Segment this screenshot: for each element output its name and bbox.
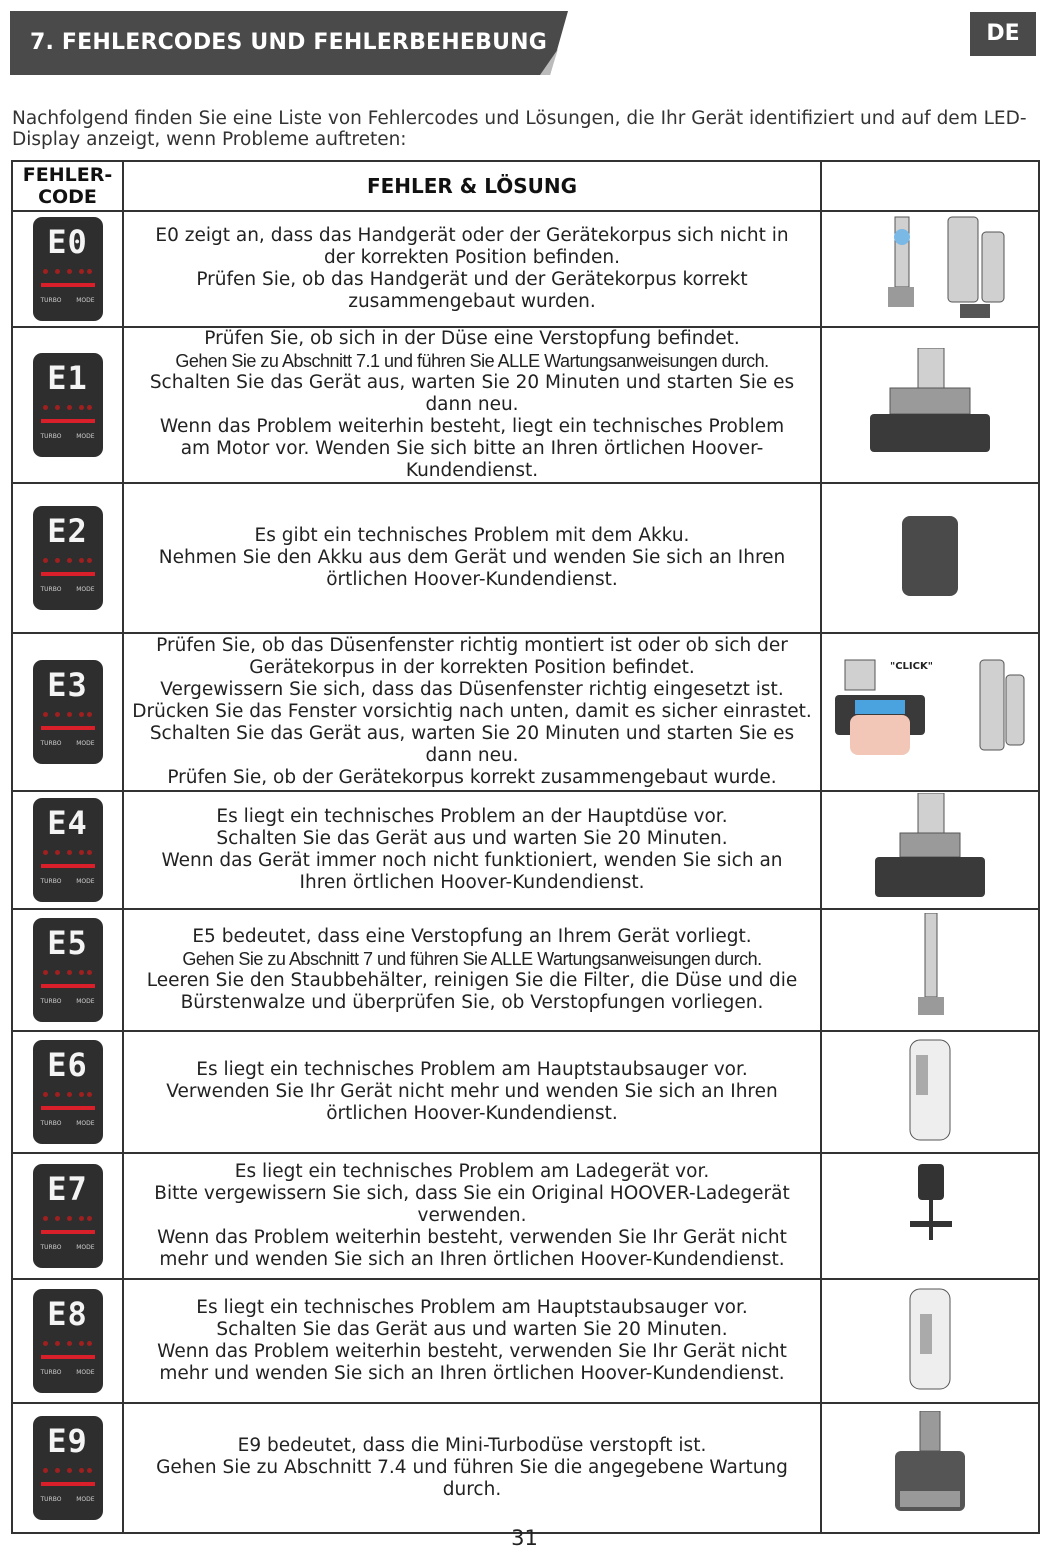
description-line: Es liegt ein technisches Problem am Hauptstaubsauger vor. (196, 1297, 748, 1318)
mode-button-label: MODE (76, 1369, 95, 1376)
error-code: E3 (47, 666, 88, 704)
indicator-dot (67, 850, 72, 855)
column-header-image (821, 161, 1039, 211)
error-code: E1 (47, 359, 88, 397)
table-header-row (12, 161, 1039, 211)
appliance-illustration (830, 793, 1030, 903)
error-code: E7 (47, 1170, 88, 1208)
indicator-dot (67, 1216, 72, 1221)
indicator-dot (55, 1092, 60, 1097)
mode-button-label: MODE (76, 297, 95, 304)
error-code-cell (12, 1279, 123, 1403)
language-badge: DE (970, 12, 1036, 56)
description-line: Vergewissern Sie sich, dass das Düsenfenster richtig eingesetzt ist. (160, 679, 784, 700)
led-display (33, 1416, 103, 1520)
error-description (123, 1153, 821, 1279)
description-line: durch. (442, 1479, 502, 1500)
description-line: Prüfen Sie, ob das Düsenfenster richtig montiert ist oder ob sich der (156, 635, 788, 656)
description-line: Prüfen Sie, ob das Handgerät und der Gerätekorpus korrekt (196, 269, 748, 290)
status-bar (41, 419, 95, 423)
indicator-dot (67, 269, 72, 274)
mode-button-label: MODE (76, 586, 95, 593)
indicator-dots (43, 970, 93, 978)
description-line: Schalten Sie das Gerät aus, warten Sie 20 Minuten und starten Sie es (149, 723, 795, 744)
description-line: Schalten Sie das Gerät aus, warten Sie 20 Minuten und starten Sie es (149, 372, 795, 393)
indicator-dots (43, 269, 93, 277)
led-display (33, 798, 103, 902)
turbo-button-label: TURBO (40, 998, 62, 1005)
table-row (12, 791, 1039, 909)
indicator-dot (67, 1468, 72, 1473)
section-title: 7. FEHLERCODES UND FEHLERBEHEBUNG (30, 30, 548, 55)
indicator-dot (87, 1468, 92, 1473)
description-line: Verwenden Sie Ihr Gerät nicht mehr und wenden Sie sich an Ihren (166, 1081, 778, 1102)
indicator-dot (87, 405, 92, 410)
turbo-button-label: TURBO (40, 433, 62, 440)
led-display (33, 1164, 103, 1268)
status-bar (41, 864, 95, 868)
mode-button-label: MODE (76, 998, 95, 1005)
description-line: Wenn das Problem weiterhin besteht, liegt ein technisches Problem (159, 416, 785, 437)
error-description (123, 1279, 821, 1403)
illustration-cell (821, 483, 1039, 633)
appliance-illustration (830, 655, 1030, 765)
turbo-button-label: TURBO (40, 1244, 62, 1251)
description-line: Wenn das Problem weiterhin besteht, verwenden Sie Ihr Gerät nicht (157, 1341, 787, 1362)
error-code-cell (12, 211, 123, 327)
indicator-dot (43, 712, 48, 717)
description-line: Gehen Sie zu Abschnitt 7 und führen Sie ALLE Wartungsanweisungen durch. (182, 949, 762, 969)
description-line: Gerätekorpus in der korrekten Position befindet. (249, 657, 695, 678)
led-display (33, 353, 103, 457)
status-bar (41, 984, 95, 988)
error-description (123, 791, 821, 909)
appliance-illustration (830, 212, 1030, 322)
indicator-dot (43, 269, 48, 274)
table-row (12, 1279, 1039, 1403)
indicator-dot (67, 1341, 72, 1346)
description-line: dann neu. (425, 394, 519, 415)
indicator-dot (79, 1341, 84, 1346)
indicator-dot (43, 405, 48, 410)
indicator-dots (43, 1341, 93, 1349)
led-display (33, 918, 103, 1022)
status-bar (41, 572, 95, 576)
appliance-illustration (830, 1284, 1030, 1394)
error-code: E5 (47, 924, 88, 962)
mode-button-label: MODE (76, 1120, 95, 1127)
indicator-dot (79, 712, 84, 717)
indicator-dot (67, 1092, 72, 1097)
description-line: örtlichen Hoover-Kundendienst. (326, 569, 618, 590)
indicator-dots (43, 712, 93, 720)
description-line: Drücken Sie das Fenster vorsichtig nach unten, damit es sicher einrastet. (132, 701, 812, 722)
indicator-dot (67, 712, 72, 717)
appliance-illustration (830, 913, 1030, 1023)
indicator-dot (87, 1216, 92, 1221)
status-bar (41, 283, 95, 287)
description-line: Nehmen Sie den Akku aus dem Gerät und wenden Sie sich an Ihren (158, 547, 786, 568)
illustration-cell (821, 211, 1039, 327)
appliance-illustration (830, 1411, 1030, 1521)
illustration-cell (821, 1153, 1039, 1279)
description-line: E5 bedeutet, dass eine Verstopfung an Ihrem Gerät vorliegt. (192, 926, 752, 947)
indicator-dot (55, 850, 60, 855)
mode-button-label: MODE (76, 878, 95, 885)
indicator-dots (43, 1216, 93, 1224)
mode-button-label: MODE (76, 433, 95, 440)
indicator-dot (79, 1092, 84, 1097)
indicator-dot (79, 970, 84, 975)
intro-paragraph: Nachfolgend finden Sie eine Liste von Fehlercodes und Lösungen, die Ihr Gerät identifiziert und auf dem LED-Display anzeigt, wenn Probleme auftreten: (12, 108, 1027, 150)
error-code-cell (12, 633, 123, 791)
table-row (12, 633, 1039, 791)
description-line: Prüfen Sie, ob sich in der Düse eine Verstopfung befindet. (204, 328, 740, 349)
table-row (12, 909, 1039, 1031)
column-header-code-line1: FEHLER- (22, 164, 113, 186)
description-line: Schalten Sie das Gerät aus und warten Sie 20 Minuten. (216, 828, 728, 849)
mode-button-label: MODE (76, 1244, 95, 1251)
appliance-illustration (830, 501, 1030, 611)
indicator-dot (87, 1092, 92, 1097)
error-code: E8 (47, 1295, 88, 1333)
indicator-dot (79, 850, 84, 855)
error-code: E9 (47, 1422, 88, 1460)
table-row (12, 327, 1039, 483)
status-bar (41, 1230, 95, 1234)
click-label: "CLICK" (890, 661, 933, 672)
illustration-cell (821, 1031, 1039, 1153)
error-code-cell (12, 1031, 123, 1153)
description-line: Schalten Sie das Gerät aus und warten Sie 20 Minuten. (216, 1319, 728, 1340)
error-code-cell (12, 327, 123, 483)
column-header-desc: FEHLER & LÖSUNG (123, 161, 821, 211)
error-description (123, 327, 821, 483)
mode-button-label: MODE (76, 740, 95, 747)
indicator-dot (87, 970, 92, 975)
description-line: E9 bedeutet, dass die Mini-Turbodüse verstopft ist. (237, 1435, 707, 1456)
indicator-dot (43, 850, 48, 855)
description-line: Kundendienst. (405, 460, 539, 481)
indicator-dots (43, 405, 93, 413)
indicator-dots (43, 850, 93, 858)
error-code: E4 (47, 804, 88, 842)
description-line: Es liegt ein technisches Problem am Ladegerät vor. (234, 1161, 710, 1182)
column-header-code-line2: CODE (38, 186, 97, 208)
status-bar (41, 1355, 95, 1359)
indicator-dots (43, 1468, 93, 1476)
status-bar (41, 1106, 95, 1110)
indicator-dot (79, 558, 84, 563)
indicator-dots (43, 558, 93, 566)
illustration-cell (821, 1279, 1039, 1403)
mode-button-label: MODE (76, 1496, 95, 1503)
indicator-dot (55, 1341, 60, 1346)
indicator-dot (67, 970, 72, 975)
error-description (123, 909, 821, 1031)
led-display (33, 506, 103, 610)
led-display (33, 1040, 103, 1144)
description-line: Es liegt ein technisches Problem an der Hauptdüse vor. (216, 806, 728, 827)
indicator-dot (87, 1341, 92, 1346)
appliance-illustration (830, 1159, 1030, 1269)
description-line: Gehen Sie zu Abschnitt 7.1 und führen Sie ALLE Wartungsanweisungen durch. (175, 351, 769, 371)
illustration-cell (821, 791, 1039, 909)
illustration-cell (821, 633, 1039, 791)
indicator-dot (87, 712, 92, 717)
page-number: 31 (511, 1526, 538, 1550)
illustration-cell (821, 909, 1039, 1031)
turbo-button-label: TURBO (40, 297, 62, 304)
indicator-dot (79, 269, 84, 274)
description-line: Bürstenwalze und überprüfen Sie, ob Verstopfungen vorliegen. (180, 992, 764, 1013)
indicator-dot (43, 1216, 48, 1221)
table-row (12, 483, 1039, 633)
description-line: Leeren Sie den Staubbehälter, reinigen Sie die Filter, die Düse und die (146, 970, 798, 991)
status-bar (41, 1482, 95, 1486)
description-line: örtlichen Hoover-Kundendienst. (326, 1103, 618, 1124)
error-code-cell (12, 909, 123, 1031)
error-code-cell (12, 1403, 123, 1533)
indicator-dot (87, 850, 92, 855)
error-description (123, 1031, 821, 1153)
indicator-dot (67, 558, 72, 563)
description-line: Es gibt ein technisches Problem mit dem Akku. (254, 525, 690, 546)
error-description (123, 211, 821, 327)
indicator-dot (55, 269, 60, 274)
indicator-dot (79, 1468, 84, 1473)
error-code-cell (12, 791, 123, 909)
description-line: Ihren örtlichen Hoover-Kundendienst. (299, 872, 645, 893)
indicator-dots (43, 1092, 93, 1100)
indicator-dot (55, 405, 60, 410)
error-description (123, 633, 821, 791)
indicator-dot (43, 1092, 48, 1097)
table-row (12, 1031, 1039, 1153)
indicator-dot (55, 1468, 60, 1473)
error-code-cell (12, 1153, 123, 1279)
error-description (123, 483, 821, 633)
column-header-code (12, 161, 123, 211)
description-line: der korrekten Position befinden. (324, 247, 620, 268)
turbo-button-label: TURBO (40, 1496, 62, 1503)
indicator-dot (55, 970, 60, 975)
error-code: E0 (47, 223, 88, 261)
status-bar (41, 726, 95, 730)
appliance-illustration (830, 348, 1030, 458)
indicator-dot (79, 405, 84, 410)
description-line: E0 zeigt an, dass das Handgerät oder der Gerätekorpus sich nicht in (155, 225, 789, 246)
description-line: Prüfen Sie, ob der Gerätekorpus korrekt zusammengebaut wurde. (167, 767, 777, 788)
led-display (33, 660, 103, 764)
illustration-cell (821, 327, 1039, 483)
description-line: Bitte vergewissern Sie sich, dass Sie ein Original HOOVER-Ladegerät (154, 1183, 790, 1204)
indicator-dot (79, 1216, 84, 1221)
description-line: verwenden. (417, 1205, 527, 1226)
turbo-button-label: TURBO (40, 878, 62, 885)
indicator-dot (87, 269, 92, 274)
indicator-dot (43, 1468, 48, 1473)
description-line: Es liegt ein technisches Problem am Hauptstaubsauger vor. (196, 1059, 748, 1080)
description-line: Gehen Sie zu Abschnitt 7.4 und führen Sie die angegebene Wartung (156, 1457, 788, 1478)
indicator-dot (87, 558, 92, 563)
table-row (12, 1153, 1039, 1279)
indicator-dot (55, 558, 60, 563)
error-table (11, 160, 1040, 1534)
indicator-dot (67, 405, 72, 410)
illustration-cell (821, 1403, 1039, 1533)
error-code-cell (12, 483, 123, 633)
description-line: dann neu. (425, 745, 519, 766)
indicator-dot (43, 1341, 48, 1346)
description-line: Wenn das Gerät immer noch nicht funktioniert, wenden Sie sich an (161, 850, 783, 871)
appliance-illustration (830, 1035, 1030, 1145)
table-row (12, 211, 1039, 327)
description-line: zusammengebaut wurden. (348, 291, 596, 312)
indicator-dot (55, 712, 60, 717)
description-line: am Motor vor. Wenden Sie sich bitte an Ihren örtlichen Hoover- (180, 438, 764, 459)
indicator-dot (55, 1216, 60, 1221)
indicator-dot (43, 970, 48, 975)
description-line: mehr und wenden Sie sich an Ihren örtlichen Hoover-Kundendienst. (159, 1249, 785, 1270)
table-row (12, 1403, 1039, 1533)
error-description (123, 1403, 821, 1533)
description-line: mehr und wenden Sie sich an Ihren örtlichen Hoover-Kundendienst. (159, 1363, 785, 1384)
turbo-button-label: TURBO (40, 1120, 62, 1127)
turbo-button-label: TURBO (40, 1369, 62, 1376)
error-code: E6 (47, 1046, 88, 1084)
description-line: Wenn das Problem weiterhin besteht, verwenden Sie Ihr Gerät nicht (157, 1227, 787, 1248)
led-display (33, 1289, 103, 1393)
turbo-button-label: TURBO (40, 586, 62, 593)
turbo-button-label: TURBO (40, 740, 62, 747)
indicator-dot (43, 558, 48, 563)
error-code: E2 (47, 512, 88, 550)
led-display (33, 217, 103, 321)
